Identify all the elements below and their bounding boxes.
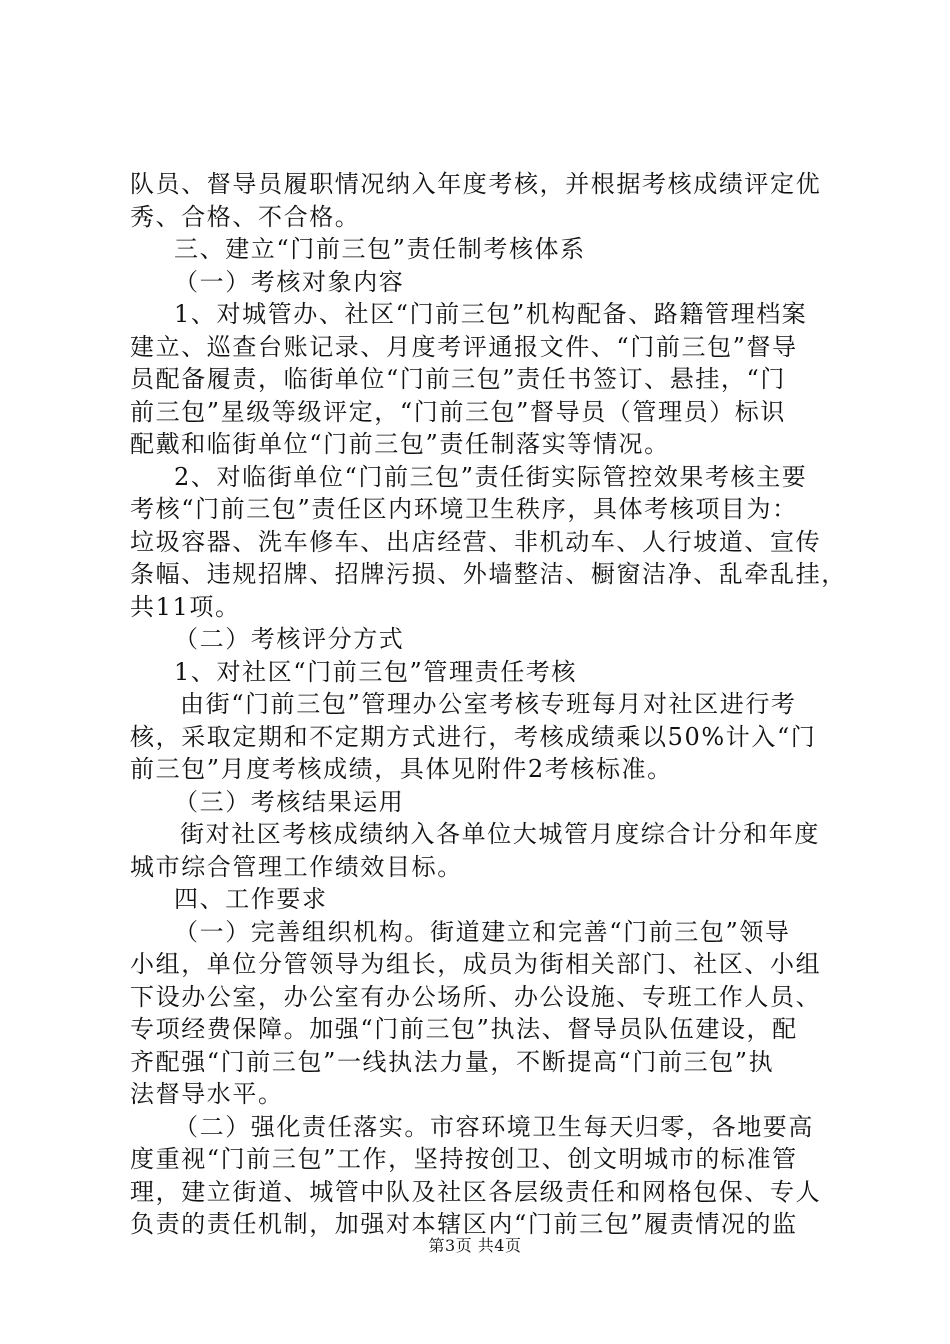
text-line: 前三包”月度考核成绩，具体见附件2考核标准。 bbox=[130, 755, 673, 783]
text-line: 垃圾容器、洗车修车、出店经营、非机动车、人行坡道、宣传 bbox=[130, 527, 822, 556]
text-line: 员配备履责，临街单位“门前三包”责任书签订、悬挂，“门 bbox=[130, 365, 787, 393]
text-line: 法督导水平。 bbox=[130, 1080, 284, 1108]
text-line: 2、对临街单位“门前三包”责任街实际管控效果考核主要 bbox=[174, 462, 808, 491]
text-line: 小组，单位分管领导为组长，成员为街相关部门、社区、小组 bbox=[130, 950, 822, 978]
text-line: 核，采取定期和不定期方式进行，考核成绩乘以50%计入“门 bbox=[130, 722, 817, 751]
text-line: （二）强化责任落实。市容环境卫生每天归零，各地要高 bbox=[174, 1112, 814, 1141]
text-line: 秀、合格、不合格。 bbox=[130, 202, 361, 231]
text-line: 四、工作要求 bbox=[174, 885, 328, 913]
text-line: （二）考核评分方式 bbox=[174, 625, 405, 653]
text-line: 三、建立“门前三包”责任制考核体系 bbox=[174, 235, 586, 263]
text-line: 队员、督导员履职情况纳入年度考核，并根据考核成绩评定优 bbox=[130, 170, 822, 198]
text-line: 专项经费保障。加强“门前三包”执法、督导员队伍建设，配 bbox=[130, 1015, 798, 1043]
text-line: 街对社区考核成绩纳入各单位大城管月度综合计分和年度 bbox=[180, 820, 820, 848]
text-line: 齐配强“门前三包”一线执法力量，不断提高“门前三包”执 bbox=[130, 1047, 775, 1076]
text-line: 由街“门前三包”管理办公室考核专班每月对社区进行考 bbox=[180, 690, 797, 718]
text-line: 度重视“门前三包”工作，坚持按创卫、创文明城市的标准管 bbox=[130, 1145, 798, 1173]
text-line: 1、对社区“门前三包”管理责任考核 bbox=[174, 657, 578, 686]
text-line: （三）考核结果运用 bbox=[174, 787, 405, 816]
text-line: 考核“门前三包”责任区内环境卫生秩序，具体考核项目为： bbox=[130, 495, 798, 523]
text-line: 建立、巡查台账记录、月度考评通报文件、“门前三包”督导 bbox=[130, 332, 798, 361]
text-line: 共11项。 bbox=[130, 592, 241, 621]
page-footer bbox=[0, 1236, 950, 1256]
page-number-label: 第3页 共4页 bbox=[428, 1236, 522, 1255]
text-line: 1、对城管办、社区“门前三包”机构配备、路籍管理档案 bbox=[174, 300, 808, 328]
text-line: 条幅、违规招牌、招牌污损、外墙整洁、橱窗洁净、乱牵乱挂， bbox=[130, 560, 847, 588]
text-line: 城市综合管理工作绩效目标。 bbox=[130, 852, 463, 881]
text-line: 负责的责任机制，加强对本辖区内“门前三包”履责情况的监 bbox=[130, 1210, 798, 1238]
text-line: 下设办公室，办公室有办公场所、办公设施、专班工作人员、 bbox=[130, 982, 822, 1011]
text-line: 前三包”星级等级评定，“门前三包”督导员（管理员）标识 bbox=[130, 397, 787, 426]
text-line: 配戴和临街单位“门前三包”责任制落实等情况。 bbox=[130, 430, 670, 458]
text-line: （一）考核对象内容 bbox=[174, 267, 405, 296]
document-body bbox=[130, 168, 847, 1241]
text-line: （一）完善组织机构。街道建立和完善“门前三包”领导 bbox=[174, 917, 791, 946]
text-line: 理，建立街道、城管中队及社区各层级责任和网格包保、专人 bbox=[130, 1177, 822, 1206]
